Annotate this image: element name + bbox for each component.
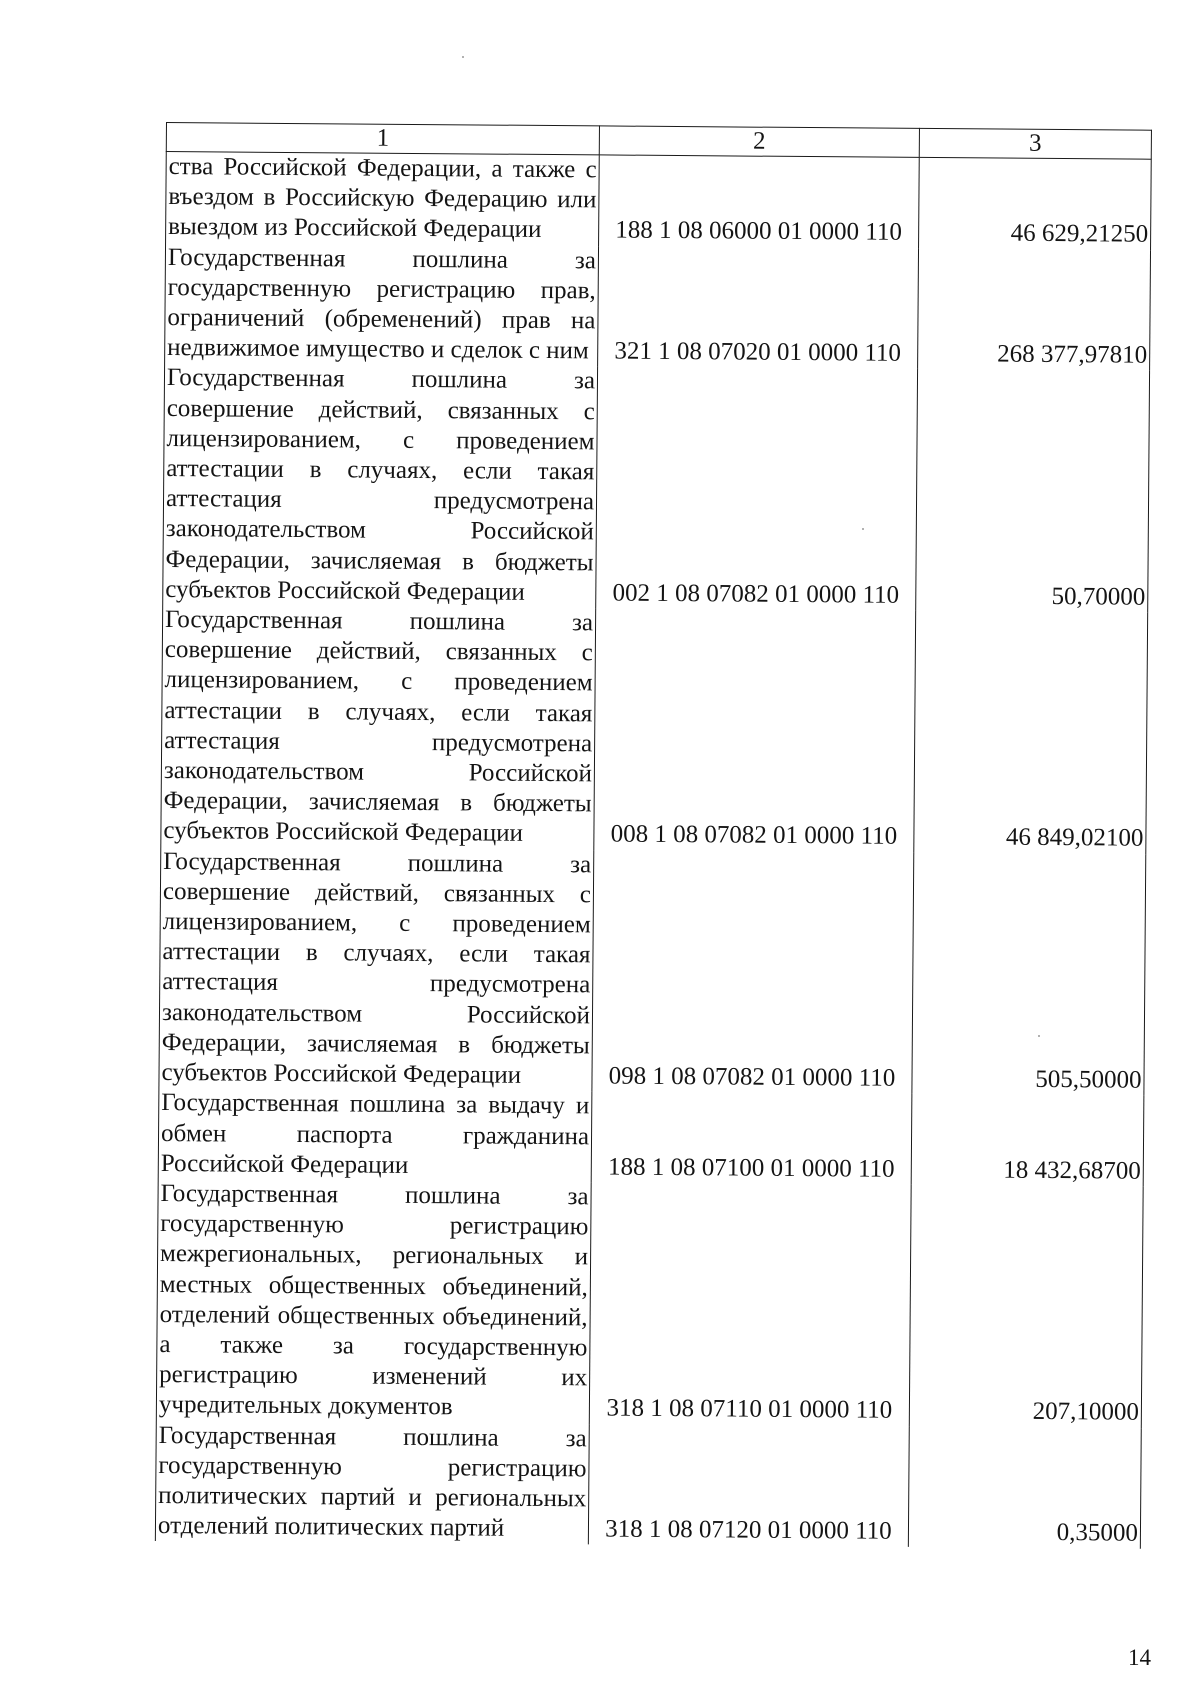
budget-code-cell: 318 1 08 07110 01 0000 110 [589, 1182, 911, 1426]
revenue-name-cell: Государственная пошлина за государственную регистрацию прав, ограничений (обременений) прав на недвижимое имущество и сделок с ним [165, 243, 599, 367]
column-header: 2 [599, 126, 919, 158]
table-row [161, 605, 1148, 854]
revenue-name-cell: Государственная пошлина за совершение действий, связанных с лицензированием, с проведением аттестации в случаях, если такая аттестация предусмотрена законодательством Российской Федерации, зачисляемая в бюджеты субъектов Российской Федерации [159, 847, 594, 1092]
table-row [155, 1420, 1141, 1549]
revenue-name-cell: Государственная пошлина за совершение действий, связанных с лицензированием, с проведением аттестации в случаях, если такая аттестация предусмотрена законодательством Российской Федерации, зачисляемая в бюджеты субъектов Российской Федерации [161, 605, 596, 850]
page-number: 14 [1128, 1645, 1151, 1670]
table-row [165, 243, 1151, 372]
revenue-name-cell: Государственная пошлина за государственную регистрацию политических партий и региональных отделений политических партий [155, 1420, 589, 1544]
table-row [159, 847, 1146, 1096]
amount-cell: 505,50000 [912, 853, 1146, 1096]
budget-code-cell: 002 1 08 07082 01 0000 110 [596, 367, 918, 611]
table-row [156, 1179, 1143, 1428]
revenue-name-cell: Государственная пошлина за государственную регистрацию межрегиональных, региональных и местных общественных объединений, отделений общественных объединений, а также за государственную регистрацию изменений их учредительных документов [156, 1179, 591, 1424]
budget-revenue-table [155, 122, 1152, 1549]
amount-cell: 268 377,97810 [918, 249, 1151, 372]
table-row [163, 363, 1150, 612]
column-header: 3 [919, 128, 1151, 159]
budget-code-cell: 188 1 08 06000 01 0000 110 [599, 155, 920, 249]
amount-cell: 207,10000 [909, 1185, 1143, 1428]
revenue-name-cell: Государственная пошлина за выдачу и обмен паспорта гражданина Российской Федерации [158, 1088, 592, 1182]
amount-cell: 46 849,02100 [914, 611, 1148, 854]
amount-cell: 0,35000 [908, 1426, 1141, 1549]
table-row [158, 1088, 1144, 1186]
revenue-name-cell: Государственная пошлина за совершение действий, связанных с лицензированием, с проведением аттестации в случаях, если такая аттестация предусмотрена законодательством Российской Федерации, зачисляемая в бюджеты субъектов Российской Федерации [163, 363, 598, 608]
budget-code-cell: 188 1 08 07100 01 0000 110 [591, 1092, 912, 1185]
amount-cell: 50,70000 [916, 369, 1150, 612]
table-row [166, 152, 1152, 251]
column-header: 1 [166, 123, 599, 155]
amount-cell: 46 629,21250 [919, 157, 1152, 250]
revenue-name-cell: ства Российской Федерации, а также с въездом в Российскую Федерацию или выездом из Российской Федерации [166, 152, 600, 247]
amount-cell: 18 432,68700 [911, 1094, 1144, 1186]
budget-code-cell: 008 1 08 07082 01 0000 110 [594, 608, 916, 852]
budget-code-cell: 098 1 08 07082 01 0000 110 [592, 850, 914, 1094]
budget-code-cell: 318 1 08 07120 01 0000 110 [588, 1424, 909, 1547]
budget-code-cell: 321 1 08 07020 01 0000 110 [598, 246, 919, 369]
scan-speck [462, 56, 464, 58]
